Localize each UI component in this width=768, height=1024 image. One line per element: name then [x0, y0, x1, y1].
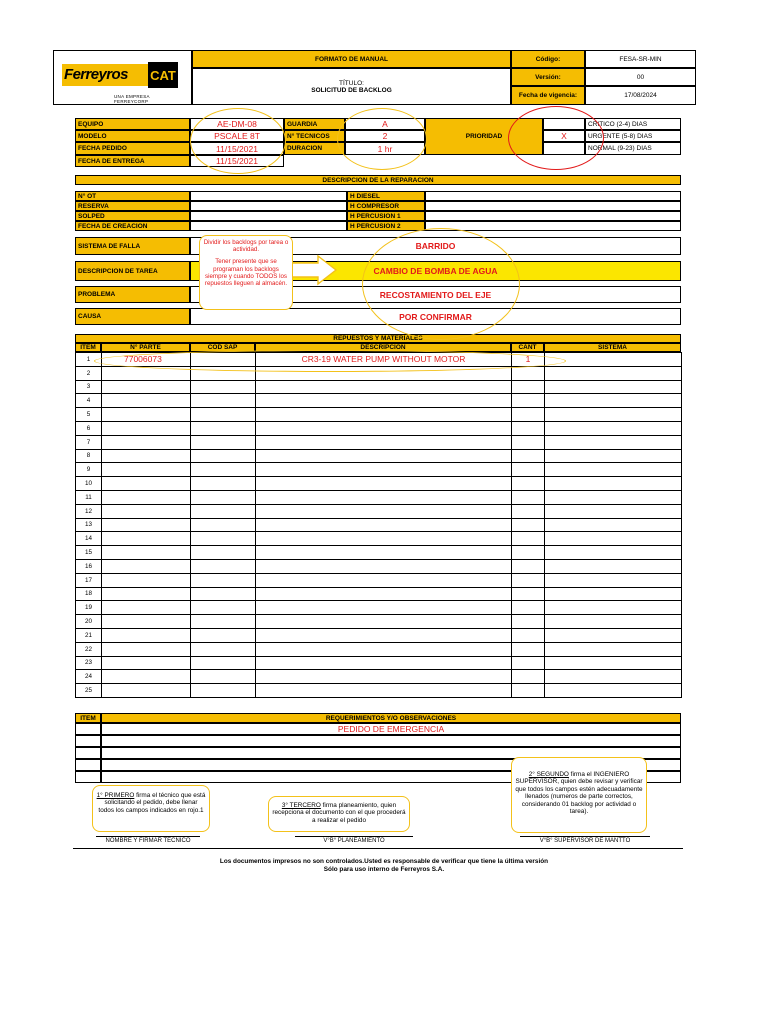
- modelo-value[interactable]: PSCALE 8T: [190, 130, 284, 142]
- row-sap[interactable]: [191, 546, 256, 560]
- row-item: 17: [76, 573, 102, 587]
- ferreyros-logo: [60, 60, 185, 104]
- row-item: 6: [76, 421, 102, 435]
- row-cant[interactable]: [512, 366, 545, 380]
- note-backlog-line1: Dividir los backlogs por tarea o actividad.: [203, 239, 289, 254]
- row-parte[interactable]: [102, 408, 191, 422]
- row-desc[interactable]: [256, 518, 512, 532]
- urgente-option: URGENTE (5-8) DIAS: [585, 130, 681, 142]
- row-sistema[interactable]: [545, 642, 682, 656]
- table-row: [76, 642, 682, 656]
- row-sap[interactable]: [191, 628, 256, 642]
- table-row: [76, 435, 682, 449]
- row-cant[interactable]: [512, 490, 545, 504]
- row-sap[interactable]: [191, 601, 256, 615]
- note-tercero-em: 3° TERCERO: [281, 802, 321, 809]
- note-tercero: [268, 796, 410, 832]
- table-row: [76, 477, 682, 491]
- row-cant[interactable]: [512, 504, 545, 518]
- h-percusion1-value[interactable]: [425, 211, 681, 221]
- note-primero: [92, 785, 210, 832]
- row-sistema[interactable]: [545, 559, 682, 573]
- row-desc[interactable]: [256, 642, 512, 656]
- obs-item-cell: [75, 735, 101, 747]
- h-percusion1-label: H PERCUSION 1: [347, 211, 425, 221]
- repuestos-title: REPUESTOS Y MATERIALES: [75, 334, 681, 343]
- fecha-pedido-value[interactable]: 11/15/2021: [190, 142, 284, 155]
- note-backlog: [199, 235, 293, 310]
- row-desc[interactable]: [256, 435, 512, 449]
- table-row: [76, 573, 682, 587]
- row-parte[interactable]: 77006073: [102, 353, 191, 367]
- row-cant[interactable]: [512, 642, 545, 656]
- table-row: [76, 421, 682, 435]
- h-compresor-label: H COMPRESOR: [347, 201, 425, 211]
- note-segundo-text: firma el INGENIERO SUPERVISOR, quien debe revisar y verificar que todos los campos estén adecuadamente llenados (numeros de parte correctos, considerando 01 backlog por actividad o tarea).: [515, 771, 643, 816]
- row-sistema[interactable]: [545, 477, 682, 491]
- table-row: [76, 615, 682, 629]
- repuestos-table: [75, 352, 682, 698]
- row-desc[interactable]: [256, 449, 512, 463]
- solped-value[interactable]: [190, 211, 347, 221]
- row-sistema[interactable]: [545, 435, 682, 449]
- row-cant[interactable]: [512, 532, 545, 546]
- table-row: [76, 601, 682, 615]
- note-backlog-line2: Tener presente que se programan los backlogs siempre y cuando TODOS los repuestos lleguen al almacén.: [204, 258, 288, 288]
- col-parte: N° PARTE: [101, 343, 190, 352]
- row-sap[interactable]: [191, 532, 256, 546]
- row-parte[interactable]: [102, 463, 191, 477]
- note-segundo: [511, 757, 647, 833]
- sig-line-supervisor: [520, 836, 650, 837]
- row-parte[interactable]: [102, 421, 191, 435]
- h-diesel-label: H DIESEL: [347, 191, 425, 201]
- row-sap[interactable]: [191, 449, 256, 463]
- row-sistema[interactable]: [545, 546, 682, 560]
- row-desc[interactable]: [256, 477, 512, 491]
- duracion-label: DURACION: [284, 142, 345, 155]
- row-item: 24: [76, 670, 102, 684]
- row-desc[interactable]: CR3-19 WATER PUMP WITHOUT MOTOR: [256, 353, 512, 367]
- reserva-label: RESERVA: [75, 201, 190, 211]
- annotation-oval-equipo: [190, 108, 286, 174]
- row-parte[interactable]: [102, 490, 191, 504]
- row-cant[interactable]: [512, 559, 545, 573]
- table-row: [76, 532, 682, 546]
- equipo-value[interactable]: AE-DM-08: [190, 118, 284, 130]
- row-item: 15: [76, 546, 102, 560]
- row-desc[interactable]: [256, 628, 512, 642]
- tarea-value[interactable]: CAMBIO DE BOMBA DE AGUA: [190, 261, 681, 281]
- row-desc[interactable]: [256, 490, 512, 504]
- row-parte[interactable]: [102, 477, 191, 491]
- row-item: 18: [76, 587, 102, 601]
- version-label: Versión:: [511, 68, 585, 86]
- row-sistema[interactable]: [545, 587, 682, 601]
- row-sistema[interactable]: [545, 421, 682, 435]
- row-parte[interactable]: [102, 615, 191, 629]
- problema-value[interactable]: RECOSTAMIENTO DEL EJE: [190, 286, 681, 303]
- row-item: 8: [76, 449, 102, 463]
- row-cant[interactable]: [512, 394, 545, 408]
- row-item: 4: [76, 394, 102, 408]
- row-item: 16: [76, 559, 102, 573]
- row-cant[interactable]: [512, 408, 545, 422]
- row-sistema[interactable]: [545, 366, 682, 380]
- obs-title: REQUERIMIENTOS Y/O OBSERVACIONES: [101, 713, 681, 723]
- titulo-cell: [192, 68, 511, 105]
- equipo-label: EQUIPO: [75, 118, 190, 130]
- row-desc[interactable]: [256, 587, 512, 601]
- row-desc[interactable]: [256, 601, 512, 615]
- row-sap[interactable]: [191, 615, 256, 629]
- row-cant[interactable]: [512, 449, 545, 463]
- guardia-value[interactable]: A: [345, 118, 425, 130]
- row-cant[interactable]: [512, 546, 545, 560]
- row-sap[interactable]: [191, 573, 256, 587]
- row-sistema[interactable]: [545, 504, 682, 518]
- row-sistema[interactable]: [545, 380, 682, 394]
- logo-brand: Ferreyros: [64, 66, 128, 83]
- row-cant[interactable]: [512, 573, 545, 587]
- row-parte[interactable]: [102, 435, 191, 449]
- row-item: 10: [76, 477, 102, 491]
- row-desc[interactable]: [256, 573, 512, 587]
- cat-logo: CAT: [148, 62, 178, 88]
- row-parte[interactable]: [102, 587, 191, 601]
- row-sistema[interactable]: [545, 518, 682, 532]
- fecha-entrega-value[interactable]: 11/15/2021: [190, 155, 284, 167]
- row-cant[interactable]: [512, 421, 545, 435]
- normal-option: NORMAL (9-23) DIAS: [585, 142, 681, 155]
- row-parte[interactable]: [102, 504, 191, 518]
- obs-value[interactable]: PEDIDO DE EMERGENCIA: [101, 723, 681, 735]
- fecha-entrega-label: FECHA DE ENTREGA: [75, 155, 190, 167]
- table-row: [76, 449, 682, 463]
- row-item: 2: [76, 366, 102, 380]
- row-sap[interactable]: [191, 587, 256, 601]
- annotation-oval-tarea: [362, 228, 520, 340]
- row-item: 9: [76, 463, 102, 477]
- row-sap[interactable]: [191, 477, 256, 491]
- row-cant[interactable]: [512, 670, 545, 684]
- obs-item-cell: [75, 723, 101, 735]
- table-row: [76, 504, 682, 518]
- obs-item-cell: [75, 771, 101, 783]
- arrow-icon: [290, 254, 338, 286]
- row-sap[interactable]: [191, 463, 256, 477]
- row-cant[interactable]: 1: [512, 353, 545, 367]
- annotation-oval-guardia: [337, 108, 427, 170]
- tecnicos-label: N° TECNICOS: [284, 130, 345, 142]
- footer-line1: Los documentos impresos no son controlados.Usted es responsable de verificar que tiene la última versión: [219, 858, 549, 865]
- note-tercero-text: firma planeamiento, quien recepciona el documento con el que procederá a realizar el pedido: [272, 802, 406, 824]
- row-sistema[interactable]: [545, 573, 682, 587]
- version-value: 00: [585, 68, 696, 86]
- row-desc[interactable]: [256, 421, 512, 435]
- codigo-label: Código:: [511, 50, 585, 68]
- row-cant[interactable]: [512, 435, 545, 449]
- row-desc[interactable]: [256, 670, 512, 684]
- obs-line[interactable]: [101, 735, 681, 747]
- row-item: 12: [76, 504, 102, 518]
- row-sistema[interactable]: [545, 670, 682, 684]
- titulo-label: TÍTULO:: [339, 80, 364, 87]
- table-row: [76, 546, 682, 560]
- row-sistema[interactable]: [545, 449, 682, 463]
- sig-tecnico: NOMBRE Y FIRMAR TECNICO: [105, 838, 191, 844]
- logo-tagline: UNA EMPRESA FERREYCORP: [114, 94, 150, 104]
- table-row: [76, 463, 682, 477]
- row-sap[interactable]: [191, 421, 256, 435]
- prioridad-label: PRIORIDAD: [425, 118, 543, 155]
- row-parte[interactable]: [102, 628, 191, 642]
- row-sap[interactable]: [191, 504, 256, 518]
- row-item: 5: [76, 408, 102, 422]
- table-row: [76, 490, 682, 504]
- sig-planeamiento: V°B° PLANEAMIENTO: [323, 838, 385, 844]
- row-cant[interactable]: [512, 684, 545, 698]
- row-cant[interactable]: [512, 477, 545, 491]
- sig-supervisor: V°B° SUPERVISOR DE MANTTO: [539, 838, 631, 844]
- table-row: [76, 684, 682, 698]
- causa-label: CAUSA: [75, 308, 190, 325]
- row-sistema[interactable]: [545, 628, 682, 642]
- h-percusion2-label: H PERCUSION 2: [347, 221, 425, 231]
- row-sistema[interactable]: [545, 532, 682, 546]
- row-sap[interactable]: [191, 518, 256, 532]
- titulo-value: SOLICITUD DE BACKLOG: [311, 87, 392, 94]
- row-item: 7: [76, 435, 102, 449]
- row-desc[interactable]: [256, 684, 512, 698]
- row-sistema[interactable]: [545, 615, 682, 629]
- reserva-value[interactable]: [190, 201, 347, 211]
- row-sap[interactable]: [191, 435, 256, 449]
- section-divider: [73, 848, 683, 849]
- row-parte[interactable]: [102, 394, 191, 408]
- row-parte[interactable]: [102, 656, 191, 670]
- row-cant[interactable]: [512, 628, 545, 642]
- col-item: ITEM: [75, 343, 101, 352]
- table-row: [76, 408, 682, 422]
- table-row: [76, 380, 682, 394]
- obs-col-item: ITEM: [75, 713, 101, 723]
- row-sistema[interactable]: [545, 601, 682, 615]
- fecha-pedido-label: FECHA PEDIDO: [75, 142, 190, 155]
- row-item: 19: [76, 601, 102, 615]
- table-row: [76, 394, 682, 408]
- row-sistema[interactable]: [545, 684, 682, 698]
- table-row: [76, 628, 682, 642]
- col-sistema: SISTEMA: [544, 343, 681, 352]
- row-desc[interactable]: [256, 380, 512, 394]
- row-parte[interactable]: [102, 380, 191, 394]
- row-parte[interactable]: [102, 601, 191, 615]
- repuestos-body: [76, 353, 682, 698]
- row-parte[interactable]: [102, 449, 191, 463]
- row-parte[interactable]: [102, 546, 191, 560]
- urgente-check[interactable]: X: [543, 130, 585, 142]
- row-cant[interactable]: [512, 615, 545, 629]
- guardia-label: GUARDIA: [284, 118, 345, 130]
- row-sistema[interactable]: [545, 408, 682, 422]
- row-item: 14: [76, 532, 102, 546]
- row-sap[interactable]: [191, 380, 256, 394]
- row-sap[interactable]: [191, 656, 256, 670]
- row-parte[interactable]: [102, 559, 191, 573]
- h-diesel-value[interactable]: [425, 191, 681, 201]
- row-cant[interactable]: [512, 380, 545, 394]
- row-sap[interactable]: [191, 559, 256, 573]
- row-parte[interactable]: [102, 518, 191, 532]
- row-desc[interactable]: [256, 656, 512, 670]
- row-parte[interactable]: [102, 532, 191, 546]
- h-compresor-value[interactable]: [425, 201, 681, 211]
- row-sistema[interactable]: [545, 490, 682, 504]
- row-item: 23: [76, 656, 102, 670]
- reparacion-title: DESCRIPCION DE LA REPARACION: [75, 175, 681, 185]
- table-row: [76, 656, 682, 670]
- row-desc[interactable]: [256, 546, 512, 560]
- row-desc[interactable]: [256, 408, 512, 422]
- note-segundo-em: 2° SEGUNDO: [528, 771, 569, 778]
- causa-value[interactable]: POR CONFIRMAR: [190, 308, 681, 325]
- row-desc[interactable]: [256, 532, 512, 546]
- vigencia-value: 17/08/2024: [585, 86, 696, 105]
- obs-item-cell: [75, 759, 101, 771]
- vigencia-label: Fecha de vigencia:: [511, 86, 585, 105]
- not-value[interactable]: [190, 191, 347, 201]
- table-row: [76, 587, 682, 601]
- table-row: [76, 670, 682, 684]
- row-parte[interactable]: [102, 684, 191, 698]
- row-cant[interactable]: [512, 518, 545, 532]
- row-desc[interactable]: [256, 615, 512, 629]
- fecha-creacion-value[interactable]: [190, 221, 347, 231]
- row-cant[interactable]: [512, 601, 545, 615]
- modelo-label: MODELO: [75, 130, 190, 142]
- row-item: 21: [76, 628, 102, 642]
- problema-label: PROBLEMA: [75, 286, 190, 303]
- footer-line2: Sólo para uso interno de Ferreyros S.A.: [323, 866, 445, 873]
- solped-label: SOLPED: [75, 211, 190, 221]
- row-cant[interactable]: [512, 656, 545, 670]
- col-cant: CANT: [511, 343, 544, 352]
- row-sap[interactable]: [191, 684, 256, 698]
- sig-line-planeamiento: [295, 836, 413, 837]
- row-parte[interactable]: [102, 670, 191, 684]
- row-parte[interactable]: [102, 642, 191, 656]
- obs-item-cell: [75, 747, 101, 759]
- annotation-oval-prioridad: [508, 106, 604, 170]
- row-desc[interactable]: [256, 463, 512, 477]
- row-desc[interactable]: [256, 559, 512, 573]
- row-desc[interactable]: [256, 504, 512, 518]
- row-sistema[interactable]: [545, 463, 682, 477]
- row-item: 25: [76, 684, 102, 698]
- row-item: 22: [76, 642, 102, 656]
- col-sap: COD SAP: [190, 343, 255, 352]
- row-item: 3: [76, 380, 102, 394]
- formato-label: FORMATO DE MANUAL: [192, 50, 511, 68]
- note-primero-text: firma el técnico que está solicitando el pedido, debe llenar todos los campos indicados en rojo.1: [98, 792, 206, 814]
- tarea-label: DESCRIPCION DE TAREA: [75, 261, 190, 281]
- row-cant[interactable]: [512, 587, 545, 601]
- row-sap[interactable]: [191, 670, 256, 684]
- row-desc[interactable]: [256, 394, 512, 408]
- row-sistema[interactable]: [545, 656, 682, 670]
- row-sap[interactable]: [191, 394, 256, 408]
- duracion-value[interactable]: 1 hr: [345, 142, 425, 155]
- fecha-creacion-label: FECHA DE CREACION: [75, 221, 190, 231]
- row-sistema[interactable]: [545, 394, 682, 408]
- row-item: 13: [76, 518, 102, 532]
- row-item: 20: [76, 615, 102, 629]
- sig-line-tecnico: [96, 836, 200, 837]
- table-row: [76, 518, 682, 532]
- sistema-value[interactable]: BARRIDO: [190, 237, 681, 255]
- row-sap[interactable]: [191, 642, 256, 656]
- codigo-value: FESA-SR-MIN: [585, 50, 696, 68]
- row-sap[interactable]: [191, 490, 256, 504]
- annotation-oval-repuesto: [94, 350, 566, 372]
- table-row: [76, 559, 682, 573]
- row-parte[interactable]: [102, 573, 191, 587]
- tecnicos-value[interactable]: 2: [345, 130, 425, 142]
- col-desc: DESCRIPCION: [255, 343, 511, 352]
- row-item: 11: [76, 490, 102, 504]
- sistema-label: SISTEMA DE FALLA: [75, 237, 190, 255]
- critico-option: CRITICO (2-4) DIAS: [585, 118, 681, 130]
- row-item: 1: [76, 353, 102, 367]
- row-cant[interactable]: [512, 463, 545, 477]
- note-primero-em: 1° PRIMERO: [96, 792, 135, 799]
- not-label: N° OT: [75, 191, 190, 201]
- row-sap[interactable]: [191, 408, 256, 422]
